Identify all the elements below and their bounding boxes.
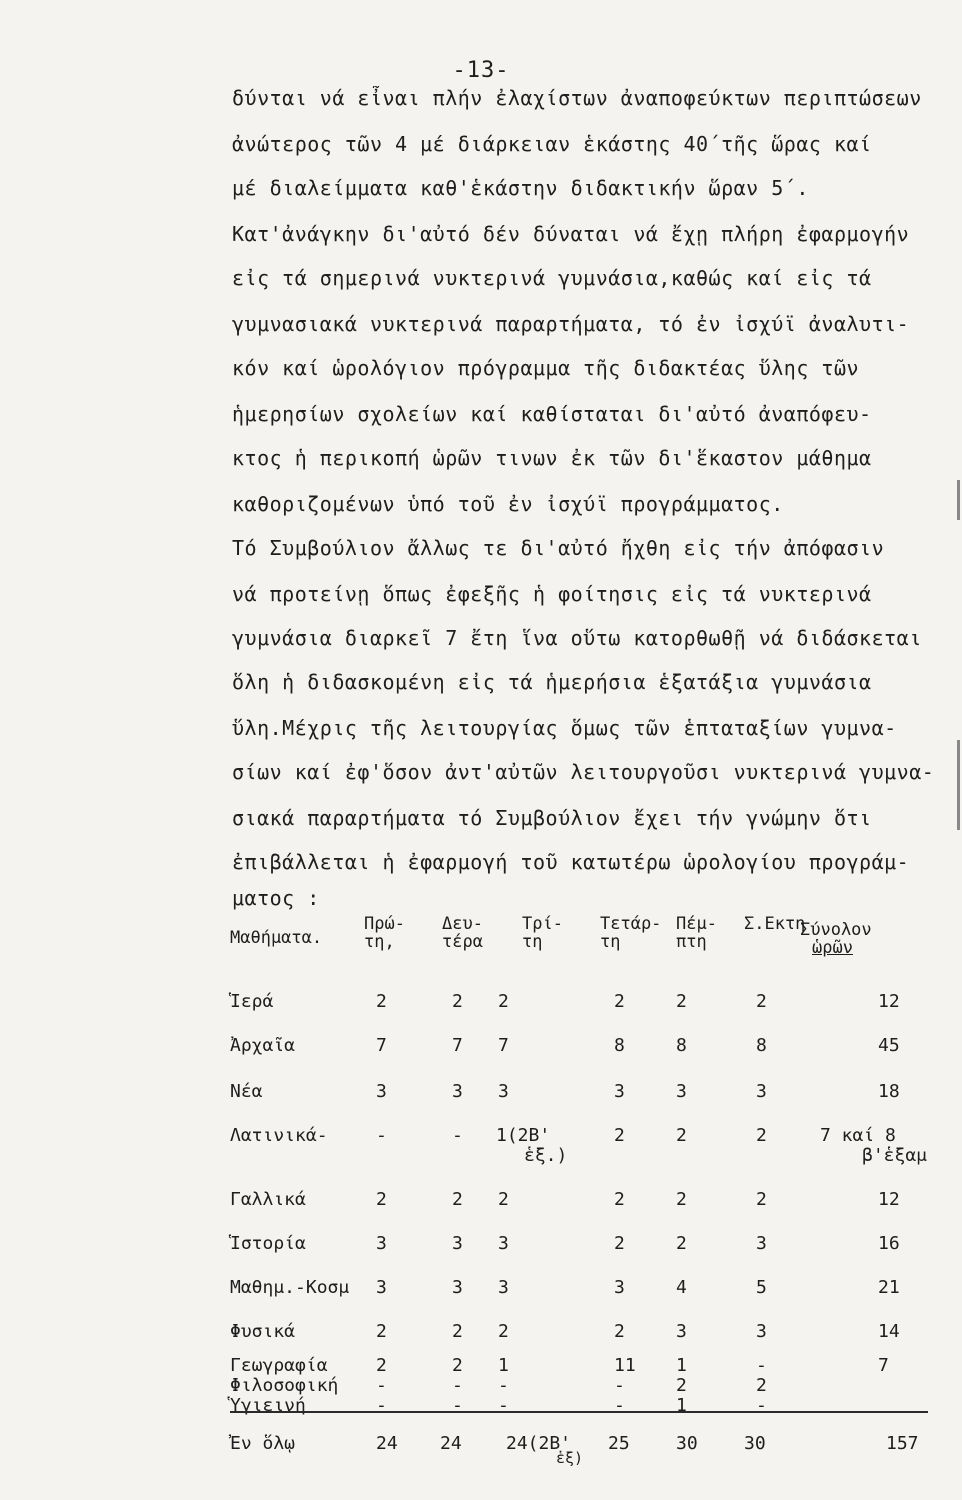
hours-cell: 2 <box>452 1321 463 1342</box>
hours-cell: - <box>452 1395 463 1416</box>
header-day-4-bottom: τη <box>600 932 621 952</box>
row-total-cell: 16 <box>878 1233 900 1254</box>
hours-cell: 3 <box>498 1233 509 1254</box>
header-day-5-top: Πέμ- <box>676 914 717 934</box>
hours-cell: 7 <box>498 1035 509 1056</box>
page-number: -13- <box>452 58 510 83</box>
hours-cell: 2 <box>452 1355 463 1376</box>
total-cell: 30 <box>744 1433 766 1454</box>
hours-cell: 2 <box>614 1233 625 1254</box>
header-day-1-bottom: τη, <box>364 932 395 952</box>
header-day-1 <box>364 915 405 951</box>
subject-cell: Νέα <box>230 1081 263 1102</box>
hours-cell: 2 <box>676 1125 687 1146</box>
subject-cell: Ἱστορία <box>230 1233 306 1254</box>
hours-cell: 3 <box>452 1277 463 1298</box>
row-total-cell: 12 <box>878 991 900 1012</box>
hours-cell: 2 <box>452 1189 463 1210</box>
text-line: ματος : <box>232 886 320 910</box>
subject-cell: Μαθημ.-Κοσμ <box>230 1277 350 1298</box>
hours-cell: 2 <box>376 991 387 1012</box>
header-day-3 <box>522 915 563 951</box>
hours-cell: 3 <box>614 1277 625 1298</box>
row-total-cell: 14 <box>878 1321 900 1342</box>
hours-cell: 11 <box>614 1355 636 1376</box>
hours-cell: 8 <box>614 1035 625 1056</box>
text-line: κόν καί ὡρολόγιον πρόγραμμα τῆς διδακτέας ὕλης τῶν <box>232 356 860 380</box>
header-day-3-bottom: τη <box>522 932 543 952</box>
subject-column-header: Μαθήματα. <box>230 928 323 948</box>
header-day-4-top: Τετάρ- <box>600 914 662 934</box>
table-row <box>230 1036 955 1066</box>
row-total-cell: 21 <box>878 1277 900 1298</box>
header-day-4 <box>600 915 661 951</box>
hours-cell: 1 <box>676 1355 687 1376</box>
hours-cell: - <box>452 1125 463 1146</box>
table-row <box>230 1125 955 1166</box>
subject-cell: Γαλλικά <box>230 1189 306 1210</box>
hours-cell: 2 <box>376 1189 387 1210</box>
header-day-5 <box>676 915 717 951</box>
header-day-5-bottom: πτη <box>676 932 707 952</box>
hours-cell: 1 <box>498 1355 509 1376</box>
hours-cell: 2 <box>676 991 687 1012</box>
text-line: γυμνασιακά νυκτερινά παραρτήματα, τό ἐν ἰσχύϊ ἀναλυτι- <box>232 312 910 336</box>
subject-cell: Γεωγραφία <box>230 1355 328 1376</box>
header-day-2-top: Δευ- <box>442 914 483 934</box>
subject-cell: Φυσικά <box>230 1321 296 1342</box>
hours-cell-note: ἑξ.) <box>524 1145 568 1166</box>
hours-cell: 3 <box>376 1277 387 1298</box>
total-cell-wed-sub: ἑξ) <box>556 1449 584 1467</box>
text-line: σιακά παραρτήματα τό Συμβούλιον ἔχει τήν γνώμην ὅτι <box>232 806 872 830</box>
hours-cell: 8 <box>676 1035 687 1056</box>
hours-cell: 1 <box>676 1395 687 1416</box>
hours-cell-main: 1(2Β' <box>496 1125 551 1146</box>
row-total-cell: 45 <box>878 1035 900 1056</box>
scan-edge-mark <box>957 480 960 520</box>
hours-cell: 2 <box>756 991 767 1012</box>
header-day-2-bottom: τέρα <box>442 932 483 952</box>
hours-cell: 2 <box>756 1189 767 1210</box>
table-row <box>230 1278 955 1308</box>
hours-cell: - <box>452 1375 463 1396</box>
table-row <box>230 1082 955 1112</box>
text-line: ἐπιβάλλεται ἡ ἐφαρμογή τοῦ κατωτέρω ὡρολογίου προγράμ- <box>232 850 910 874</box>
scan-edge-mark <box>957 740 960 830</box>
hours-cell: 2 <box>498 1321 509 1342</box>
text-line: ἡμερησίων σχολείων καί καθίσταται δι'αὐτό ἀναπόφευ- <box>232 402 872 426</box>
header-day-1-top: Πρώ- <box>364 914 405 934</box>
hours-cell: - <box>376 1125 387 1146</box>
text-line: καθοριζομένων ὑπό τοῦ ἐν ἰσχύϊ προγράμματος. <box>232 492 784 516</box>
hours-cell: 2 <box>498 1189 509 1210</box>
header-day-6-top: Σ.Εκτη <box>744 914 806 934</box>
total-cell: 24 <box>376 1433 398 1454</box>
hours-cell: 2 <box>756 1125 767 1146</box>
header-day-6 <box>744 915 805 933</box>
total-cell: 25 <box>608 1433 630 1454</box>
grand-total: 157 <box>886 1433 919 1454</box>
header-total <box>800 921 872 957</box>
header-total-top: Σύνολον <box>800 920 872 940</box>
hours-cell: 5 <box>756 1277 767 1298</box>
hours-cell: 4 <box>676 1277 687 1298</box>
total-row <box>230 1433 955 1467</box>
hours-cell: 2 <box>614 991 625 1012</box>
hours-cell: 2 <box>676 1233 687 1254</box>
hours-cell: - <box>614 1395 625 1416</box>
hours-cell: 2 <box>614 1189 625 1210</box>
hours-cell: 3 <box>452 1081 463 1102</box>
hours-cell: 2 <box>498 991 509 1012</box>
hours-cell: 3 <box>376 1081 387 1102</box>
table-row <box>230 1190 955 1220</box>
hours-cell: - <box>376 1375 387 1396</box>
table-row <box>230 1234 955 1264</box>
text-line: γυμνάσια διαρκεῖ 7 ἔτη ἵνα οὕτω κατορθωθῇ νά διδάσκεται <box>232 626 922 650</box>
hours-cell: 3 <box>452 1233 463 1254</box>
text-line: ἀνώτερος τῶν 4 μέ διάρκειαν ἑκάστης 40΄τῆς ὥρας καί <box>232 132 872 156</box>
hours-cell: 3 <box>614 1081 625 1102</box>
hours-cell: - <box>376 1395 387 1416</box>
row-total-note: β'ἑξαμ <box>862 1145 928 1166</box>
text-line: κτος ἡ περικοπή ὡρῶν τινων ἐκ τῶν δι'ἕκαστον μάθημα <box>232 446 872 470</box>
text-line: εἰς τά σημερινά νυκτερινά γυμνάσια,καθώς καί εἰς τά <box>232 266 872 290</box>
hours-cell: 3 <box>756 1081 767 1102</box>
row-total-cell: 7 <box>878 1355 889 1376</box>
hours-cell: 2 <box>452 991 463 1012</box>
hours-cell: 3 <box>756 1233 767 1254</box>
text-line: ὕλη.Μέχρις τῆς λειτουργίας ὅμως τῶν ἑπταταξίων γυμνα- <box>232 716 897 740</box>
header-day-2 <box>442 915 483 951</box>
total-divider <box>230 1411 928 1413</box>
row-total-cell: 18 <box>878 1081 900 1102</box>
row-total-cell <box>820 1126 927 1166</box>
hours-cell: - <box>756 1395 767 1416</box>
total-cell-wed-main: 24(2Β' <box>506 1433 572 1454</box>
subject-cell: Λατινικά- <box>230 1125 328 1146</box>
row-total-cell: 12 <box>878 1189 900 1210</box>
hours-cell: 2 <box>614 1321 625 1342</box>
text-line: Κατ'ἀνάγκην δι'αὐτό δέν δύναται νά ἔχῃ πλήρη ἐφαρμογήν <box>232 222 910 246</box>
text-line: μέ διαλείμματα καθ'ἑκάστην διδακτικήν ὥραν 5΄. <box>232 176 809 200</box>
hours-cell: 2 <box>614 1125 625 1146</box>
total-label: Ἐν ὅλῳ <box>230 1433 296 1454</box>
hours-cell: 2 <box>676 1375 687 1396</box>
subject-cell: Ὑγιεινή <box>230 1395 306 1416</box>
hours-cell: 2 <box>376 1355 387 1376</box>
hours-cell: - <box>498 1395 509 1416</box>
table-header <box>230 915 955 973</box>
hours-cell: 7 <box>452 1035 463 1056</box>
hours-cell: 8 <box>756 1035 767 1056</box>
hours-cell: - <box>614 1375 625 1396</box>
text-line: ὅλη ἡ διδασκομένη εἰς τά ἡμερήσια ἑξατάξια γυμνάσια <box>232 670 872 694</box>
total-cell: 30 <box>676 1433 698 1454</box>
table-row <box>230 992 955 1022</box>
hours-cell: 2 <box>376 1321 387 1342</box>
hours-cell: 7 <box>376 1035 387 1056</box>
hours-cell: 3 <box>376 1233 387 1254</box>
total-cell: 24 <box>440 1433 462 1454</box>
hours-cell: - <box>756 1355 767 1376</box>
hours-cell: 3 <box>676 1321 687 1342</box>
subject-cell: Φιλοσοφική <box>230 1375 339 1396</box>
hours-cell: 3 <box>756 1321 767 1342</box>
row-total-main: 7 καί 8 <box>820 1125 896 1146</box>
hours-cell: 3 <box>676 1081 687 1102</box>
hours-cell: 3 <box>498 1277 509 1298</box>
hours-cell: 3 <box>498 1081 509 1102</box>
text-line: νά προτείνῃ ὅπως ἐφεξῆς ἡ φοίτησις εἰς τά νυκτερινά <box>232 582 872 606</box>
total-cell-wed <box>506 1434 583 1468</box>
subject-cell: Ἀρχαῖα <box>230 1035 296 1056</box>
text-line: δύνται νά εἶναι πλήν ἐλαχίστων ἀναποφεύκτων περιπτώσεων <box>232 86 922 110</box>
hours-cell: 2 <box>676 1189 687 1210</box>
hours-cell: 2 <box>756 1375 767 1396</box>
table-row <box>230 1322 955 1352</box>
hours-cell: - <box>498 1375 509 1396</box>
text-line: σίων καί ἐφ'ὅσον ἀντ'αὐτῶν λειτουργοῦσι νυκτερινά γυμνα- <box>232 760 935 784</box>
text-line: Τό Συμβούλιον ἄλλως τε δι'αὐτό ἤχθη εἰς τήν ἀπόφασιν <box>232 536 885 560</box>
subject-cell: Ἱερά <box>230 991 274 1012</box>
header-total-bottom: ὡρῶν <box>812 938 853 958</box>
hours-cell <box>496 1126 567 1166</box>
header-day-3-top: Τρί- <box>522 914 563 934</box>
